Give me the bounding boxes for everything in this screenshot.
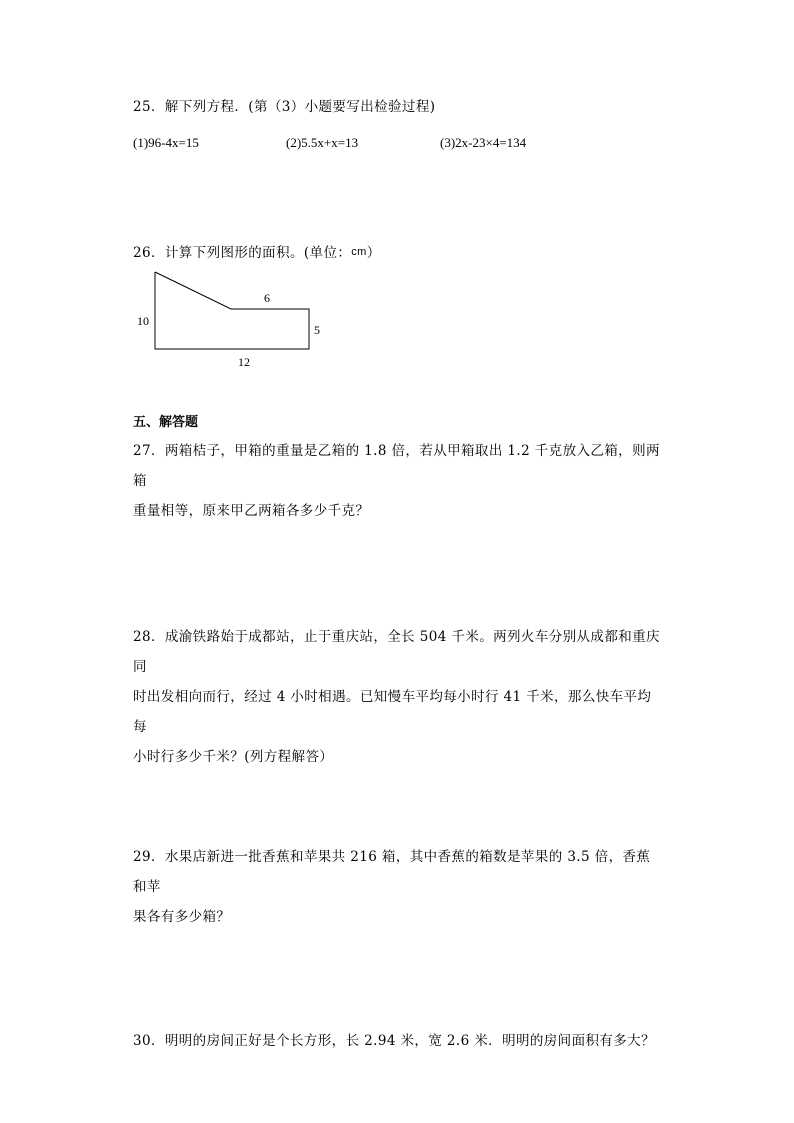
question-26-title-text: 26．计算下列图形的面积。(单位：: [133, 245, 352, 261]
equation-2: (2)5.5x+x=13: [286, 135, 359, 150]
question-25: [133, 92, 663, 122]
question-25-title: 25．解下列方程．(第（3）小题要写出检验过程): [133, 99, 436, 115]
question-28: [133, 622, 663, 772]
figure-outline: [155, 272, 309, 349]
section-title: 五、解答题: [133, 415, 199, 430]
equation-3: (3)2x-23×4=134: [440, 135, 527, 150]
question-27-line-1: 27．两箱桔子，甲箱的重量是乙箱的 1.8 倍，若从甲箱取出 1.2 千克放入乙箱，则两箱: [133, 443, 660, 489]
question-26-title-close: ）: [366, 245, 381, 261]
question-28-line-3: 小时行多少千米？(列方程解答）: [133, 749, 334, 765]
question-29-line-1: 29．水果店新进一批香蕉和苹果共 216 箱，其中香蕉的箱数是苹果的 3.5 倍，香蕉和苹: [133, 849, 651, 895]
question-28-line-1: 28．成渝铁路始于成都站，止于重庆站，全长 504 千米。两列火车分别从成都和重庆同: [133, 629, 660, 675]
area-figure: [128, 262, 338, 377]
label-left-side: 10: [137, 314, 149, 328]
question-30-line-1: 30．明明的房间正好是个长方形，长 2.94 米，宽 2.6 米．明明的房间面积有多大？: [133, 1033, 655, 1049]
unit-label: cm: [351, 246, 367, 258]
equations-row: [133, 128, 673, 158]
label-top-segment: 6: [264, 291, 270, 305]
question-30: [133, 1026, 663, 1056]
equation-1: (1)96-4x=15: [133, 135, 199, 150]
label-bottom-side: 12: [238, 355, 250, 369]
question-27-line-2: 重量相等，原来甲乙两箱各多少千克？: [133, 503, 370, 519]
label-right-side: 5: [314, 323, 320, 337]
question-29: [133, 842, 663, 932]
trapezoid-rectangle-diagram: [128, 262, 338, 377]
question-28-line-2: 时出发相向而行，经过 4 小时相遇。已知慢车平均每小时行 41 千米，那么快车平均每: [133, 689, 652, 735]
question-29-line-2: 果各有多少箱？: [133, 909, 231, 925]
question-27: [133, 436, 663, 526]
